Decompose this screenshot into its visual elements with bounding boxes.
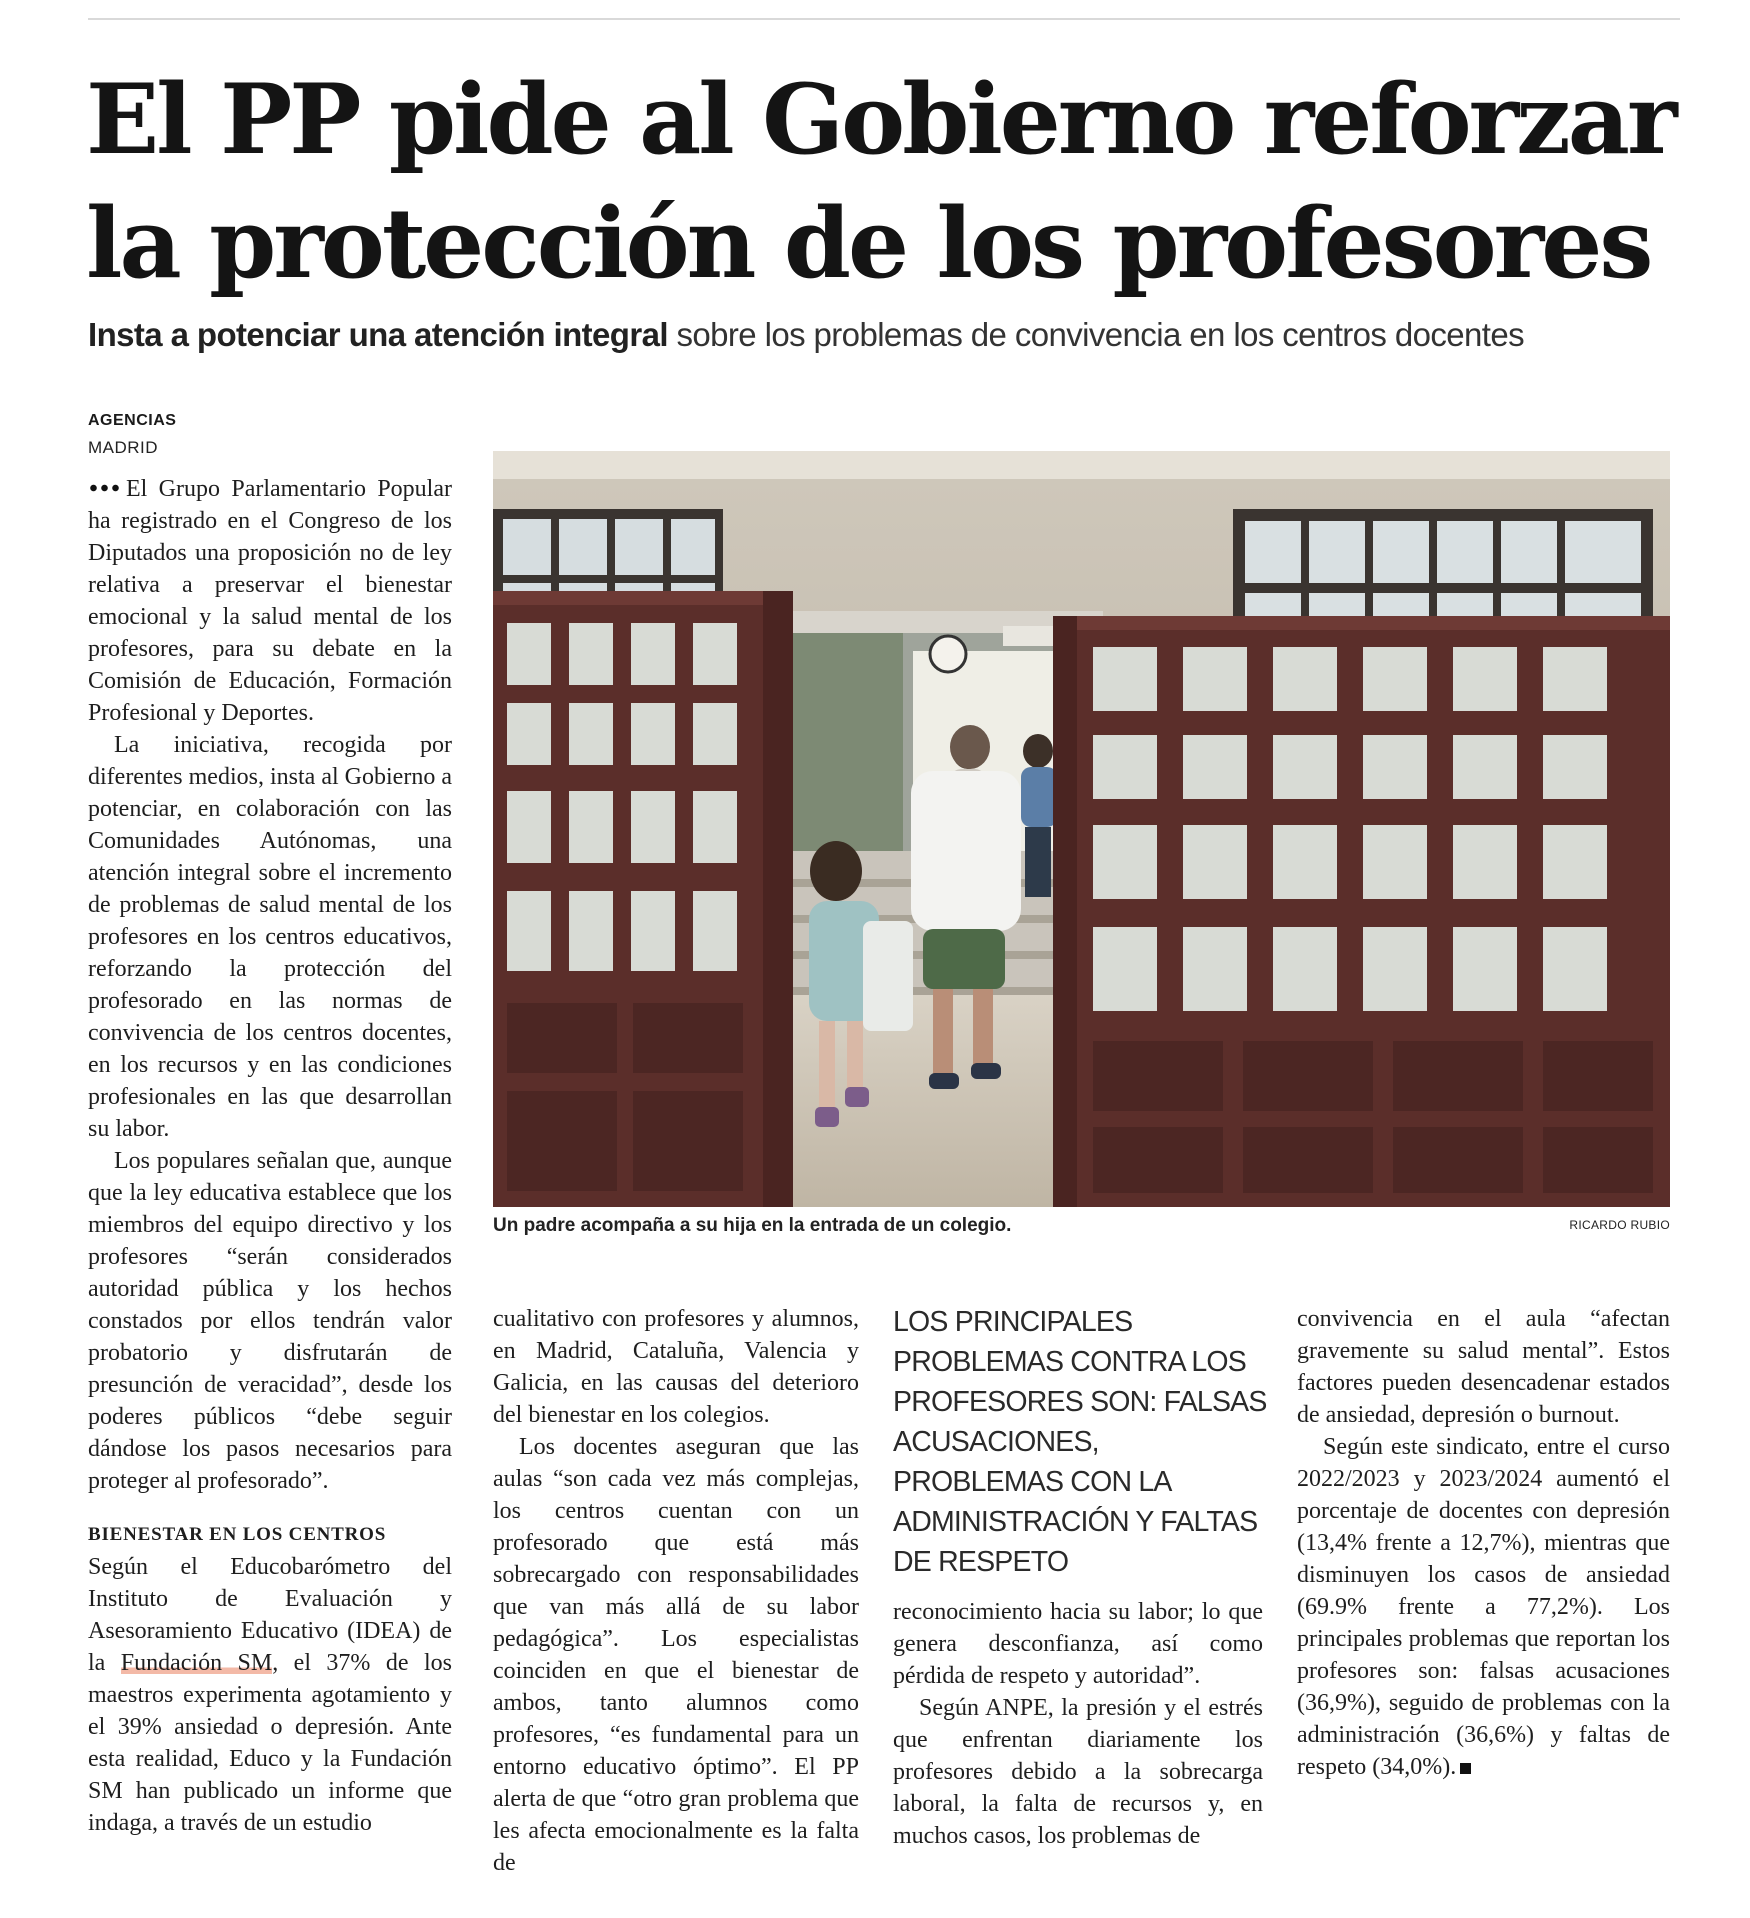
byline-place: MADRID bbox=[88, 438, 159, 457]
article-column-1 bbox=[88, 473, 452, 1839]
paragraph: reconocimiento hacia su labor; lo que genera desconfianza, así como pérdida de respeto y autoridad”. bbox=[893, 1599, 1263, 1689]
photo-caption: Un padre acompaña a su hija en la entrada de un colegio. bbox=[493, 1215, 1012, 1236]
article-photo bbox=[493, 451, 1670, 1207]
lead-bullets-icon bbox=[88, 483, 122, 493]
pull-quote: LOS PRINCIPALES PROBLEMAS CONTRA LOS PROFESORES SON: FALSAS ACUSACIONES, PROBLEMAS CON LA ADMINISTRACIÓN Y FALTAS DE RESPETO bbox=[893, 1306, 1267, 1578]
headline bbox=[86, 58, 1686, 306]
paragraph: La iniciativa, recogida por diferentes medios, insta al Gobierno a potenciar, en colaboración con las Comunidades Autónomas, una atención integral sobre el incremento de problemas de salud mental de los profesores en los centros educativos, reforzando la protección del profesorado en las normas de convivencia de los centros docentes, en los recursos y en las condiciones profesionales en las que desarrollan su labor. bbox=[88, 732, 452, 1142]
article-column-2 bbox=[493, 1303, 859, 1879]
top-rule bbox=[88, 18, 1680, 20]
article-column-3 bbox=[893, 1596, 1263, 1852]
highlighted-text: Fundación SM bbox=[120, 1650, 273, 1676]
headline-line-1: El PP pide al Gobierno reforzar bbox=[86, 63, 1675, 176]
paragraph: El Grupo Parlamentario Popular ha registrado en el Congreso de los Diputados una proposición no de ley relativa a preservar el bienestar emocional y la salud mental de los profesores, para su debate en la Comisión de Educación, Formación Profesional y Deportes. bbox=[88, 476, 452, 726]
school-entrance-photo bbox=[493, 451, 1670, 1207]
paragraph: cualitativo con profesores y alumnos, en Madrid, Cataluña, Valencia y Galicia, en las causas del deterioro del bienestar en los colegios. bbox=[493, 1306, 859, 1428]
article-column-4 bbox=[1297, 1303, 1670, 1783]
photo-credit: RICARDO RUBIO bbox=[1569, 1218, 1670, 1232]
paragraph: convivencia en el aula “afectan gravemente su salud mental”. Estos factores pueden desencadenar estados de ansiedad, depresión o burnout. bbox=[1297, 1306, 1670, 1428]
paragraph: Según el Educobarómetro del Instituto de Evaluación y Asesoramiento Educativo (IDEA) de la Fundación SM, el 37% de los maestros experimenta agotamiento y el 39% ansiedad o depresión. Ante esta realidad, Educo y la Fundación SM han publicado un informe que indaga, a través de un estudio bbox=[88, 1554, 452, 1836]
paragraph: Los docentes aseguran que las aulas “son cada vez más complejas, los centros cuentan con un profesorado que está más sobrecargado con responsabilidades que van más allá de su labor pedagógica”. Los especialistas coinciden en que el bienestar de ambos, tanto alumnos como profesores, “es fundamental para un entorno educativo óptimo”. El PP alerta de que “otro gran problema que les afecta emocionalmente es la falta de bbox=[493, 1434, 859, 1876]
paragraph: Según ANPE, la presión y el estrés que enfrentan diariamente los profesores debido a la sobrecarga laboral, la falta de recursos y, en muchos casos, los problemas de bbox=[893, 1695, 1263, 1849]
headline-line-2: la protección de los profesores bbox=[86, 187, 1651, 300]
right-gate bbox=[1053, 616, 1670, 1207]
left-gate bbox=[493, 591, 793, 1207]
section-heading: BIENESTAR EN LOS CENTROS bbox=[88, 1524, 387, 1545]
byline-agency: AGENCIAS bbox=[88, 412, 177, 429]
subheadline-rest: sobre los problemas de convivencia en los centros docentes bbox=[667, 316, 1525, 353]
subheadline bbox=[88, 313, 1688, 357]
end-mark-icon bbox=[1460, 1763, 1471, 1774]
paragraph: Según este sindicato, entre el curso 2022/2023 y 2023/2024 aumentó el porcentaje de docentes con depresión (13,4% frente a 12,7%), mientras que disminuyen los casos de ansiedad (69.9% frente a 77,2%). Los principales problemas que reportan los profesores son: falsas acusaciones (36,9%), seguido de problemas con la administración (36,6%) y faltas de respeto (34,0%). bbox=[1297, 1434, 1670, 1780]
paragraph: Los populares señalan que, aunque que la ley educativa establece que los miembros del equipo directivo y los profesores “serán considerados autoridad pública y los hechos constados por ellos tendrán valor probatorio y disfrutarán de presunción de veracidad”, desde los poderes públicos “debe seguir dándose los pasos necesarios para proteger al profesorado”. bbox=[88, 1148, 452, 1494]
subheadline-lead: Insta a potenciar una atención integral bbox=[88, 316, 668, 353]
